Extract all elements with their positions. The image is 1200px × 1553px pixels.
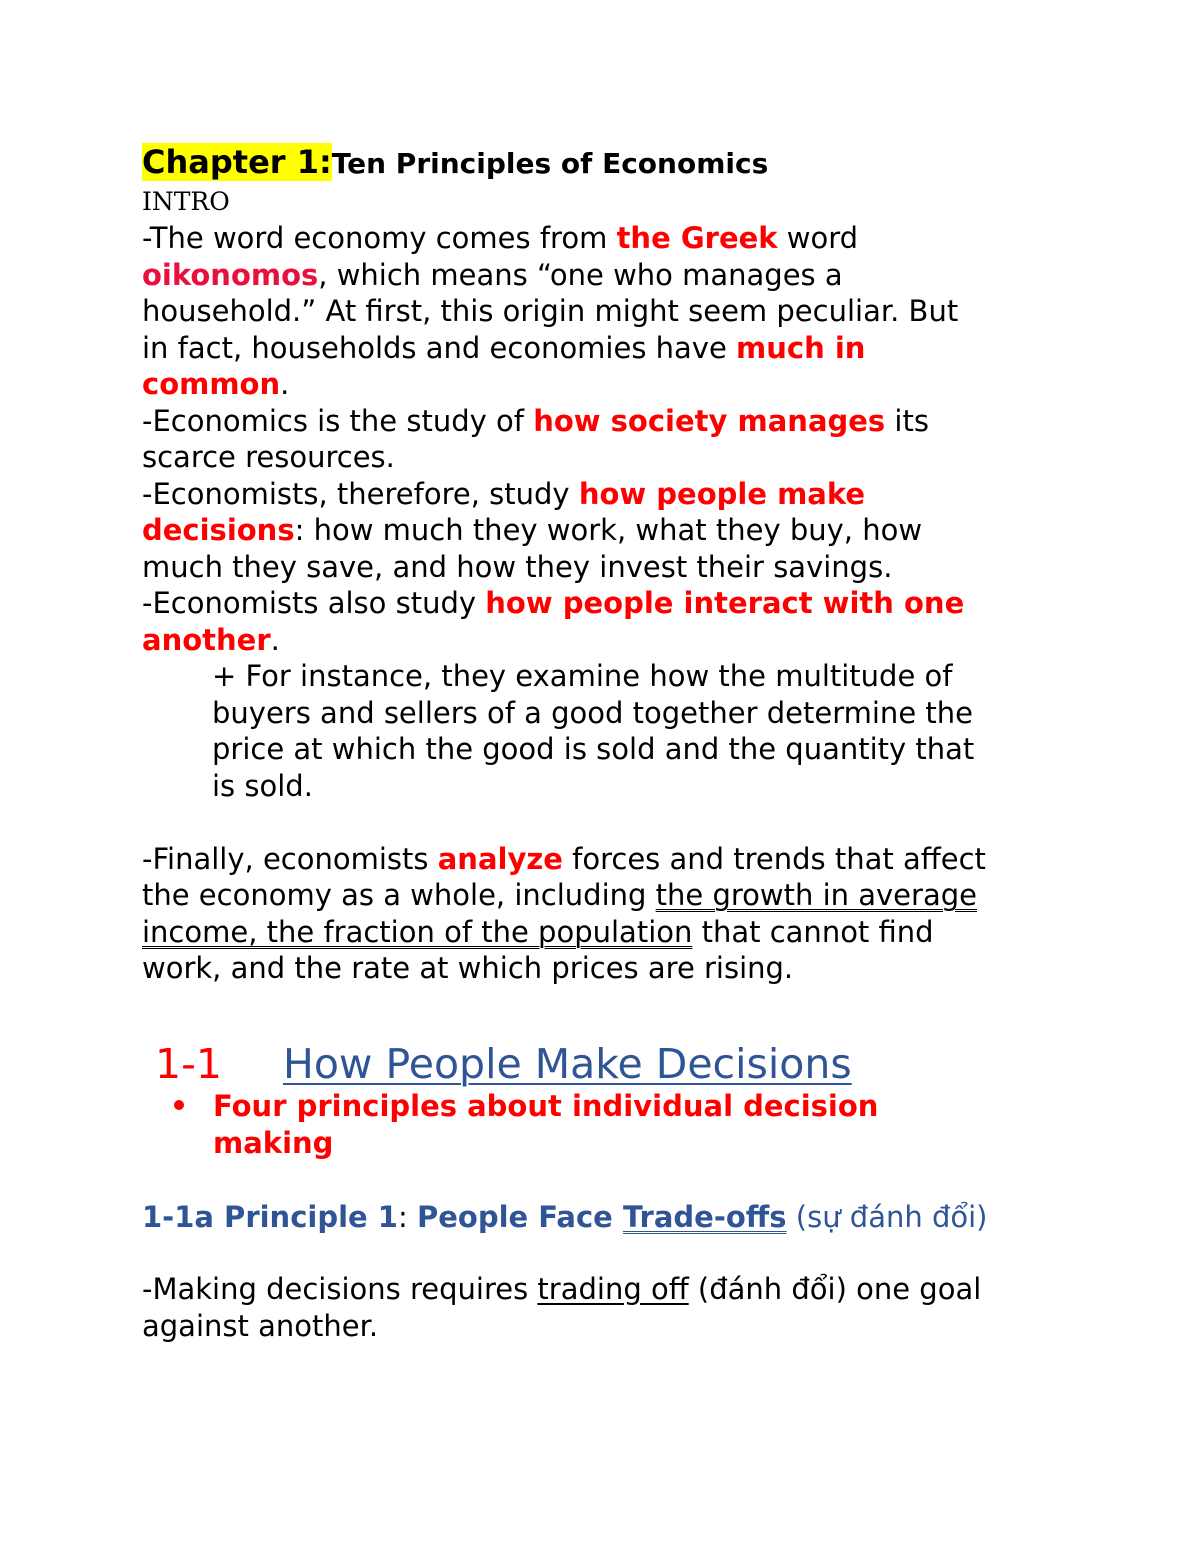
principle-keyword: Trade-offs [622, 1200, 787, 1234]
section-heading-link[interactable]: How People Make Decisions [283, 1040, 852, 1088]
text-run: its [885, 403, 929, 438]
text-run: word [777, 221, 859, 255]
paragraph-line [142, 330, 1082, 367]
paragraph-line [142, 403, 1082, 440]
paragraph-line: much they save, and how they invest their savings. [142, 549, 893, 584]
bullet-line: Four principles about individual decision [213, 1089, 879, 1123]
emphasis-text: analyze [437, 841, 563, 876]
principle-heading [142, 1197, 987, 1237]
text-run: -Economists also study [142, 586, 486, 620]
paragraph-line [142, 622, 1082, 659]
text-run: : how much they work, what they buy, how [294, 513, 923, 547]
text-run: -Economists, therefore, study [142, 476, 579, 511]
emphasis-text: the Greek [616, 221, 778, 255]
text-run: . [270, 622, 280, 657]
paragraph-line: household.” At first, this origin might seem peculiar. But [142, 294, 959, 328]
text-run: the economy as a whole, including [142, 878, 656, 912]
indented-line: + For instance, they examine how the multitude of [212, 659, 953, 693]
translation-text: (sự đánh đổi) [786, 1200, 988, 1234]
emphasis-text: how society manages [533, 403, 886, 438]
emphasis-text: another [142, 622, 271, 657]
indented-line: buyers and sellers of a good together determine the [212, 695, 973, 730]
indented-line: is sold. [212, 768, 313, 803]
emphasis-text: how people make [578, 476, 866, 511]
paragraph-line [142, 476, 1082, 513]
chapter-label: Chapter 1: [142, 143, 332, 181]
paragraph-line [142, 366, 1082, 403]
section-heading [155, 1036, 852, 1092]
emphasis-text: much in [736, 330, 866, 365]
paragraph-line: against another. [142, 1308, 379, 1343]
text-run: . [280, 367, 290, 401]
principle-number: 1-1a Principle 1 [142, 1200, 398, 1234]
text-run: (đánh đổi) one goal [688, 1272, 982, 1306]
paragraph-line [142, 914, 1082, 951]
principle-title: People Face [416, 1200, 623, 1234]
underlined-text: trading off [537, 1272, 689, 1306]
text-run: -The word economy comes from [142, 221, 617, 255]
intro-section [142, 140, 1082, 987]
intro-label: INTRO [142, 187, 230, 216]
paragraph-line [142, 877, 1082, 914]
text-run: in fact, households and economies have [142, 330, 737, 365]
chapter-title [142, 140, 1082, 184]
chapter-title-text: Ten Principles of Economics [331, 147, 769, 180]
text-run: that cannot find [692, 914, 934, 949]
bullet-text [213, 1088, 878, 1161]
text-run: , which means “one who manages a [318, 257, 843, 292]
paragraph-line [142, 220, 1082, 257]
paragraph-line [142, 257, 1082, 294]
indented-line: price at which the good is sold and the quantity that [212, 732, 975, 766]
bullet-icon [174, 1100, 184, 1110]
text-run: -Finally, economists [142, 841, 438, 876]
principle-paragraph [142, 1271, 981, 1344]
emphasis-text: oikonomos [142, 257, 319, 292]
paragraph-line [142, 585, 1082, 622]
emphasis-text: common [142, 367, 281, 401]
section-number: 1-1 [155, 1040, 222, 1088]
paragraph-line: work, and the rate at which prices are rising. [142, 951, 794, 985]
emphasis-text: how people interact with one [485, 586, 965, 620]
bullet-line: making [213, 1125, 334, 1160]
text-run: -Making decisions requires [142, 1272, 538, 1306]
text-run: forces and trends that affect [562, 841, 986, 876]
underlined-text: the growth in average [655, 878, 977, 912]
paragraph-line [142, 841, 1082, 878]
underlined-text: income, the fraction of the population [142, 914, 693, 949]
text-run: : [397, 1200, 417, 1234]
text-run: -Economics is the study of [142, 403, 534, 438]
paragraph-line [142, 512, 1082, 549]
paragraph-line: scarce resources. [142, 440, 395, 474]
paragraph-line [142, 1271, 981, 1308]
emphasis-text: decisions [142, 513, 295, 547]
blank-line [142, 804, 1082, 841]
